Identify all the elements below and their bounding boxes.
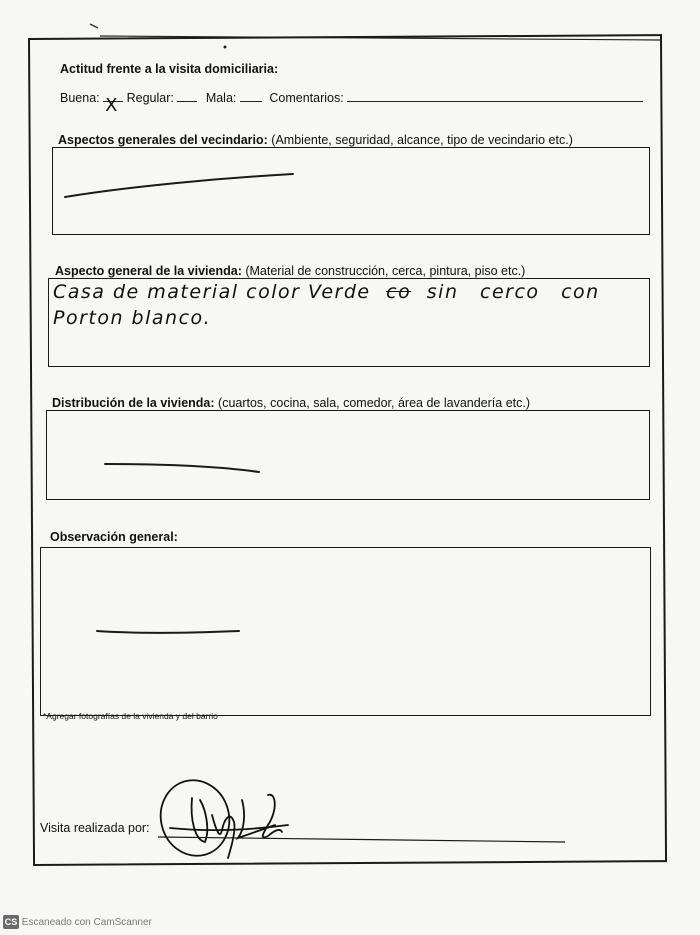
distribution-box[interactable] [46,410,650,500]
housing-handwriting-line2: Porton blanco. [53,307,212,329]
good-label: Buena: [60,91,100,105]
distribution-strike-line [47,411,651,501]
neighborhood-heading [58,133,573,147]
housing-heading [55,264,525,278]
camscanner-logo-icon: CS [4,917,18,927]
observation-title: Observación general: [50,530,178,544]
good-check-mark: X [105,95,118,116]
housing-hint: (Material de construcción, cerca, pintura, piso etc.) [245,264,526,278]
observation-box[interactable] [40,547,651,716]
housing-box[interactable] [48,278,650,367]
bad-label: Mala: [205,91,237,105]
regular-label: Regular: [126,91,174,105]
housing-text-1: Casa de material color Verde [53,281,371,303]
scanner-footer [3,915,152,929]
neighborhood-hint: (Ambiente, seguridad, alcance, tipo de vecindario etc.) [271,133,573,147]
signature-scribble [152,772,288,863]
distribution-title: Distribución de la vivienda: [52,396,215,410]
signature-area [150,770,570,870]
observation-strike-line [41,548,652,717]
distribution-hint: (cuartos, cocina, sala, comedor, área de lavandería etc.) [218,396,531,410]
comments-label: Comentarios: [269,91,344,105]
scanner-text: Escaneado con CamScanner [21,917,152,928]
good-blank[interactable] [103,95,123,116]
signature-line [158,837,565,842]
neighborhood-title: Aspectos generales del vecindario: [58,133,268,147]
housing-handwriting-line1 [53,281,600,303]
attitude-options [60,91,643,116]
regular-blank[interactable] [177,101,197,102]
visit-by-label: Visita realizada por: [40,821,150,835]
bad-blank[interactable] [240,101,262,102]
neighborhood-box[interactable] [52,147,650,235]
photos-note: *Agregar fotografías de la vivienda y del barrio [43,711,218,721]
housing-strike-word: co [386,281,412,303]
distribution-heading [52,396,530,410]
neighborhood-strike-line [53,148,651,236]
attitude-title: Actitud frente a la visita domiciliaria: [60,62,279,76]
housing-text-1-rest: sin cerco con [426,281,600,303]
housing-title: Aspecto general de la vivienda: [55,264,242,278]
comments-blank[interactable] [347,101,643,102]
